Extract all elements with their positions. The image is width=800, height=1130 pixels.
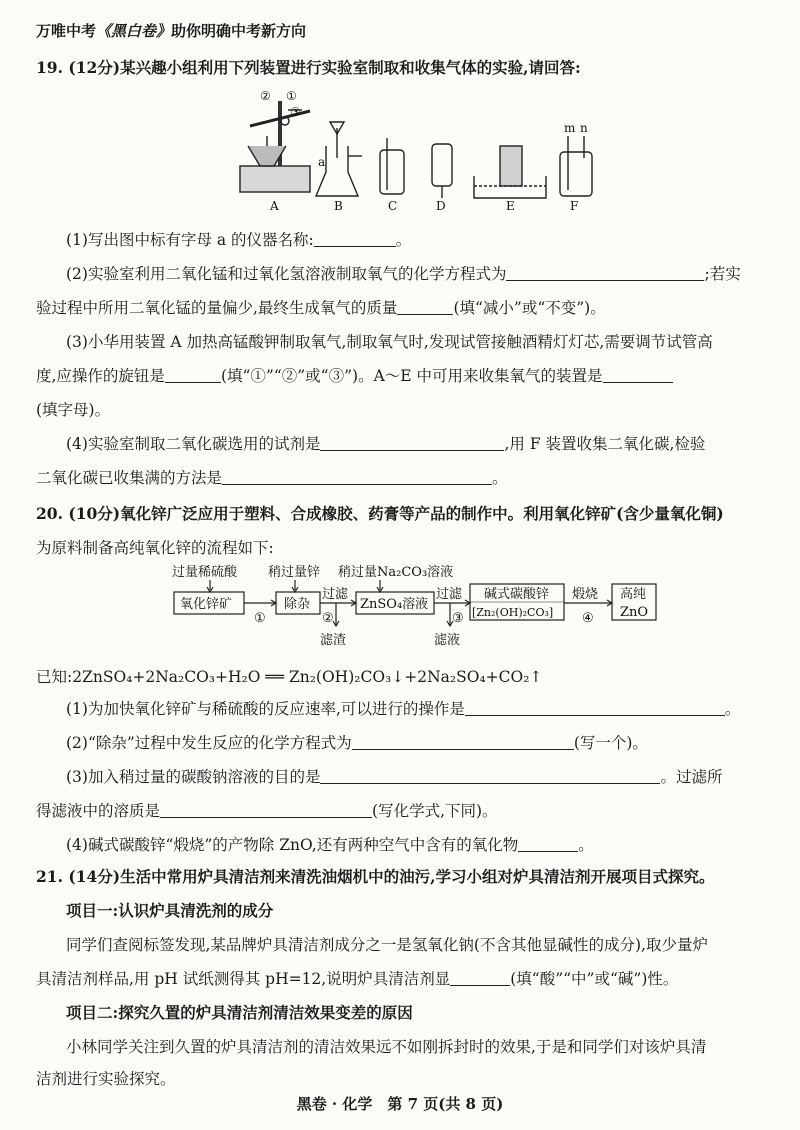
q20-part4 [66, 833, 764, 855]
flow-step2: ② [322, 611, 334, 626]
q19-part3c: (填字母)。 [36, 401, 111, 419]
flow-step4: ④ [582, 611, 594, 626]
q19-part3b-text: 度,应操作的旋钮是 [36, 367, 165, 385]
q20-known: 已知:2ZnSO₄+2Na₂CO₃+H₂O ══ Zn₂(OH)₂CO₃↓+2Na₂SO₄+CO₂↑ [36, 668, 543, 686]
q20-flowchart [170, 562, 690, 662]
flow-reagent2: 稍过量锌 [268, 565, 321, 580]
q19-part3a: (3)小华用装置 A 加热高锰酸钾制取氧气,制取氧气时,发现试管接触酒精灯灯芯,需要调节试管高 [66, 333, 713, 351]
flow-box1: 氧化锌矿 [180, 597, 233, 612]
flow-box4a: 碱式碳酸锌 [484, 587, 550, 602]
q20-stem1: 20. (10分)氧化锌广泛应用于塑料、合成橡胶、药膏等产品的制作中。利用氧化锌矿(含少量氧化铜) [36, 504, 724, 523]
fig-label-D: D [436, 199, 446, 213]
fig-label-C: C [388, 199, 398, 213]
page-header [36, 20, 306, 41]
q19-part2b-end: (填“减小”或“不变”)。 [453, 299, 606, 317]
flow-box5b: ZnO [620, 605, 649, 620]
q19-part2a-end: ;若实 [704, 265, 741, 283]
q20-part3a [66, 765, 764, 787]
q19-part3b [36, 364, 764, 386]
q19-part1-text: (1)写出图中标有字母 a 的仪器名称: [66, 231, 314, 249]
fig-label-E: E [506, 199, 515, 213]
q21-project1-line2-end: (填“酸”“中”或“碱”)性。 [510, 970, 679, 988]
flow-box4b: [Zn₂(OH)₂CO₃] [472, 606, 554, 619]
q20-blank3[interactable] [320, 769, 660, 784]
q19-part2b-text: 验过程中所用二氧化锰的量偏少,最终生成氧气的质量 [36, 299, 398, 317]
header-suffix: 助你明确中考新方向 [171, 22, 307, 40]
q20-part3b-text: 得滤液中的溶质是 [36, 802, 161, 820]
flow-box2: 除杂 [284, 597, 311, 612]
fig-knob-3: ③ [290, 105, 301, 119]
page-footer: 黑卷 · 化学 第 7 页(共 8 页) [296, 1095, 504, 1113]
q20-blank4[interactable] [160, 803, 372, 818]
q20-part2 [66, 731, 764, 753]
flow-residue: 滤渣 [320, 633, 347, 648]
flow-box5a: 高纯 [620, 587, 647, 602]
flow-reagent3: 稍过量Na₂CO₃溶液 [338, 565, 454, 580]
fig-label-m: m [564, 121, 576, 135]
q21-project2-title: 项目二:探究久置的炉具清洁剂清洁效果变差的原因 [66, 1003, 413, 1022]
q20-part3b [36, 799, 764, 821]
q19-part4a-text: (4)实验室制取二氧化碳选用的试剂是 [66, 435, 321, 453]
q20-blank1[interactable] [465, 701, 725, 716]
q20-part2-text: (2)“除杂”过程中发生反应的化学方程式为 [66, 734, 352, 752]
q19-part1 [66, 228, 764, 250]
q19-part4a-end: ,用 F 装置收集二氧化碳,检验 [504, 435, 706, 453]
flow-calcine: 煅烧 [572, 587, 599, 602]
q20-blank2[interactable] [352, 735, 574, 750]
q19-blank5[interactable] [603, 368, 673, 383]
q19-part2a [66, 262, 764, 284]
flow-filter1: 过滤 [322, 587, 349, 602]
q19-blank6[interactable] [320, 436, 504, 451]
fig-label-n: n [580, 121, 588, 135]
q19-part2a-text: (2)实验室利用二氧化锰和过氧化氢溶液制取氧气的化学方程式为 [66, 265, 507, 283]
q20-part1-end: 。 [724, 700, 741, 718]
q19-part3b-mid: (填“①”“②”或“③”)。A～E 中可用来收集氧气的装置是 [220, 367, 603, 385]
q19-blank1[interactable] [314, 232, 396, 247]
q20-stem2: 为原料制备高纯氧化锌的流程如下: [36, 539, 274, 557]
q20-part3a-text: (3)加入稍过量的碳酸钠溶液的目的是 [66, 768, 321, 786]
fig-label-A: A [270, 199, 279, 213]
q21-project2-line2: 洁剂进行实验探究。 [36, 1070, 176, 1088]
q21-project1-line2-text: 具清洁剂样品,用 pH 试纸测得其 pH=12,说明炉具清洁剂显 [36, 970, 451, 988]
q19-blank2[interactable] [506, 266, 704, 281]
q21-project1-line2 [36, 967, 764, 989]
header-book: 《黑白卷》 [96, 22, 172, 40]
flow-filtrate: 滤液 [434, 633, 461, 648]
flow-box3: ZnSO₄溶液 [360, 597, 429, 612]
q20-blank5[interactable] [518, 837, 578, 852]
fig-knob-1: ① [286, 89, 297, 103]
q19-blank7[interactable] [222, 470, 492, 485]
q20-part3a-end: 。过滤所 [660, 768, 723, 786]
q19-part4b-end: 。 [492, 469, 508, 487]
q19-blank4[interactable] [165, 368, 221, 383]
q19-part4a [66, 432, 764, 454]
fig-label-a: a [318, 155, 326, 169]
flow-step3: ③ [452, 611, 464, 626]
q19-part4b [36, 466, 764, 488]
q20-part2-end: (写一个)。 [573, 734, 648, 752]
q20-part3b-end: (写化学式,下同)。 [372, 802, 498, 820]
q21-project2-line1: 小林同学关注到久置的炉具清洁剂的清洁效果远不如刚拆封时的效果,于是和同学们对该炉具清 [66, 1038, 707, 1056]
q19-apparatus-figure [230, 86, 610, 216]
flow-filter2: 过滤 [436, 587, 463, 602]
q20-part4-text: (4)碱式碳酸锌“煅烧”的产物除 ZnO,还有两种空气中含有的氧化物 [66, 836, 519, 854]
q20-part1 [66, 697, 764, 719]
q21-project1-line1: 同学们查阅标签发现,某品牌炉具清洁剂成分之一是氢氧化钠(不含其他显碱性的成分),取少量炉 [66, 936, 708, 954]
q19-part1-end: 。 [395, 231, 412, 249]
q21-blank1[interactable] [450, 971, 510, 986]
q20-part1-text: (1)为加快氧化锌矿与稀硫酸的反应速率,可以进行的操作是 [66, 700, 465, 718]
fig-knob-2: ② [260, 89, 271, 103]
header-prefix: 万唯中考 [36, 22, 97, 40]
flow-step1: ① [254, 611, 266, 626]
q19-stem: 19. (12分)某兴趣小组利用下列装置进行实验室制取和收集气体的实验,请回答: [36, 58, 581, 77]
q19-blank3[interactable] [397, 300, 453, 315]
q20-part4-end: 。 [578, 836, 594, 854]
flow-reagent1: 过量稀硫酸 [172, 565, 238, 580]
q19-part2b [36, 296, 764, 318]
q21-project1-title: 项目一:认识炉具清洗剂的成分 [66, 901, 274, 920]
fig-label-B: B [334, 199, 343, 213]
fig-label-F: F [570, 199, 579, 213]
q19-part4b-text: 二氧化碳已收集满的方法是 [36, 469, 223, 487]
q21-stem: 21. (14分)生活中常用炉具清洁剂来清洗油烟机中的油污,学习小组对炉具清洁剂开展项目式探究。 [36, 867, 715, 886]
